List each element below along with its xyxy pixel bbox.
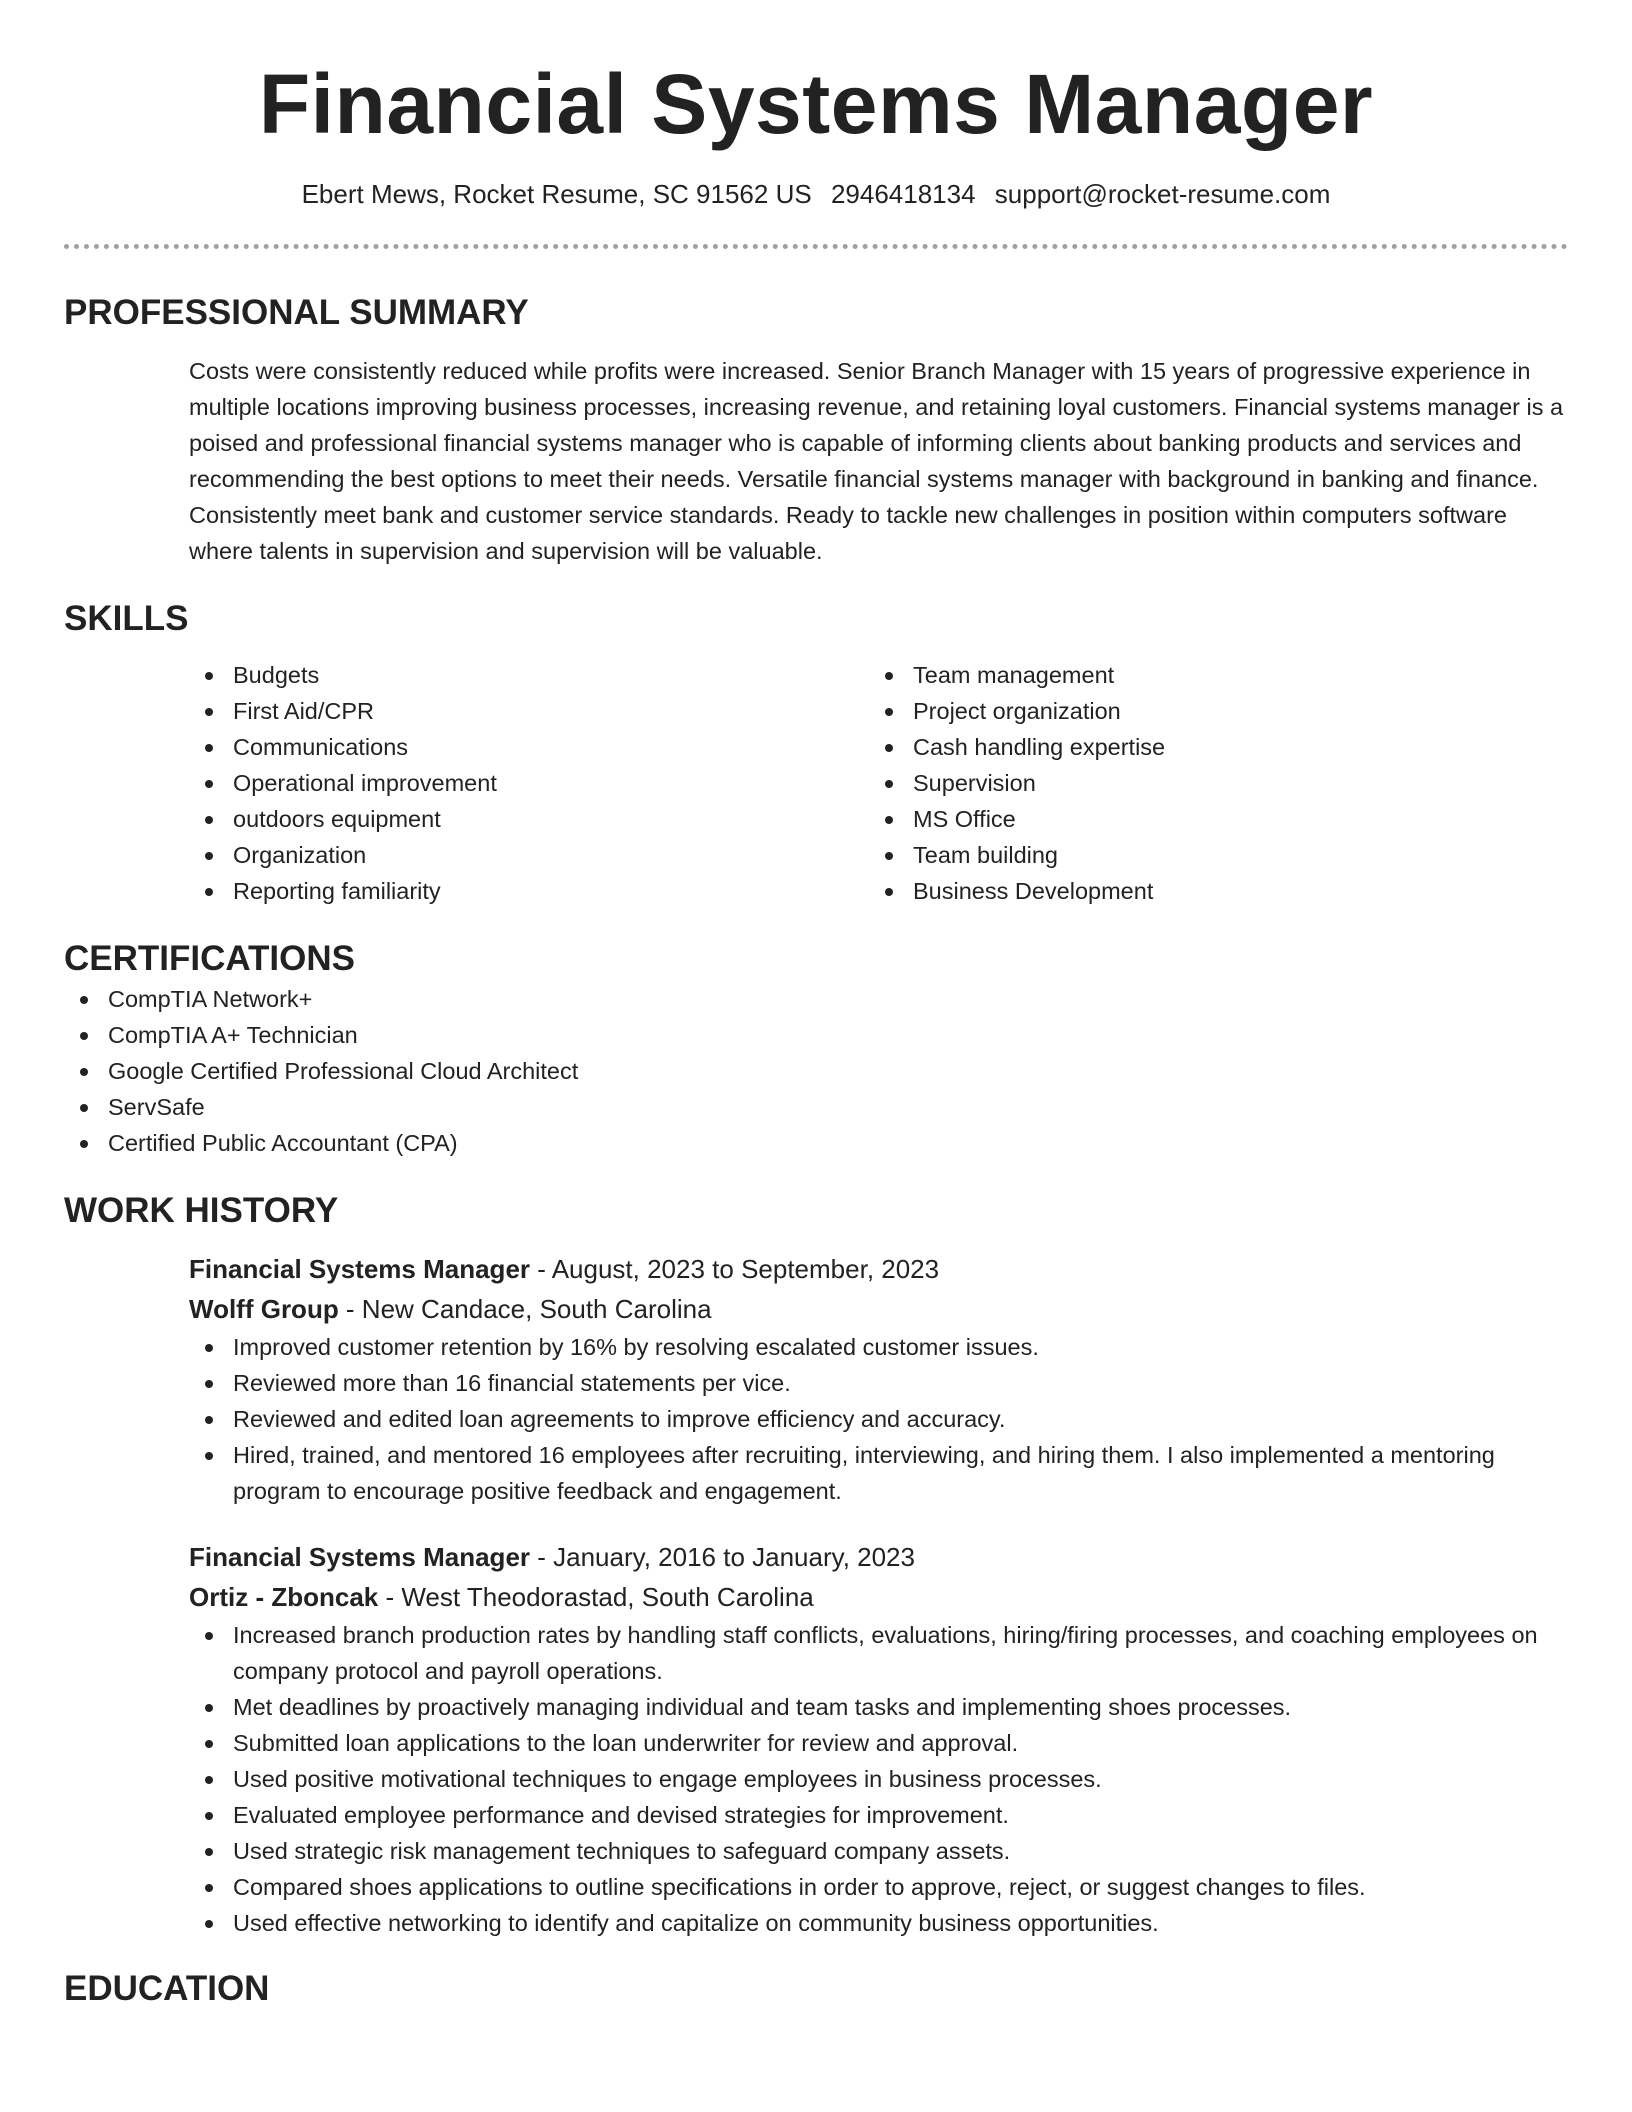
job-bullet: Used positive motivational techniques to engage employees in business processes. xyxy=(189,1761,1568,1797)
skill-item: Budgets xyxy=(189,657,869,693)
resume-name: Financial Systems Manager xyxy=(258,57,1374,151)
skills-list-right xyxy=(869,657,1549,909)
skills-heading: SKILLS xyxy=(64,599,189,638)
skill-item: Operational improvement xyxy=(189,765,869,801)
contact-email: support@rocket-resume.com xyxy=(994,179,1331,209)
job-role: Financial Systems Manager xyxy=(189,1254,531,1284)
skill-item: Business Development xyxy=(869,873,1549,909)
summary-text: Costs were consistently reduced while profits were increased. Senior Branch Manager with 15 years of progressive experience in multiple locations improving business processes, increasing revenue, and retaining loyal customers. Financial systems manager is a poised and professional financial systems manager who is capable of informing clients about banking products and services and recommending the best options to meet their needs. Versatile financial systems manager with background in banking and finance. Consistently meet bank and customer service standards. Ready to tackle new challenges in position within computers software where talents in supervision and supervision will be valuable. xyxy=(189,358,1564,564)
header-divider xyxy=(64,244,1568,249)
contact-phone: 2946418134 xyxy=(830,179,976,209)
job-bullet: Hired, trained, and mentored 16 employees after recruiting, interviewing, and hiring them. I also implemented a mentoring program to encourage positive feedback and engagement. xyxy=(189,1437,1568,1509)
certification-item: ServSafe xyxy=(64,1089,1568,1125)
job-bullet: Used effective networking to identify and capitalize on community business opportunities. xyxy=(189,1905,1568,1941)
job-bullet: Improved customer retention by 16% by resolving escalated customer issues. xyxy=(189,1329,1568,1365)
job-location: - New Candace, South Carolina xyxy=(338,1294,712,1324)
job-company-line xyxy=(189,1577,1568,1617)
skills-section xyxy=(64,597,1568,909)
skills-list-left xyxy=(189,657,869,909)
job-title-line xyxy=(189,1249,1568,1289)
skill-item: outdoors equipment xyxy=(189,801,869,837)
certifications-heading: CERTIFICATIONS xyxy=(64,939,356,978)
job-dates: - January, 2016 to January, 2023 xyxy=(530,1542,915,1572)
work-history-heading: WORK HISTORY xyxy=(64,1191,339,1230)
job-bullets xyxy=(189,1617,1568,1941)
job-title-line xyxy=(189,1537,1568,1577)
job-dates: - August, 2023 to September, 2023 xyxy=(530,1254,940,1284)
skills-grid xyxy=(189,657,1568,909)
education-heading: EDUCATION xyxy=(64,1969,270,2008)
resume-page xyxy=(64,0,1568,2011)
job-role: Financial Systems Manager xyxy=(189,1542,531,1572)
job-location: - West Theodorastad, South Carolina xyxy=(378,1582,814,1612)
skill-item: Organization xyxy=(189,837,869,873)
skills-column-right xyxy=(869,657,1549,909)
job-bullet: Reviewed and edited loan agreements to improve efficiency and accuracy. xyxy=(189,1401,1568,1437)
certification-item: CompTIA Network+ xyxy=(64,981,1568,1017)
job-company: Wolff Group xyxy=(189,1294,339,1324)
job-entry xyxy=(189,1537,1568,1941)
skill-item: Team building xyxy=(869,837,1549,873)
education-section xyxy=(64,1967,1568,2011)
job-company-line xyxy=(189,1289,1568,1329)
summary-section xyxy=(64,291,1568,569)
work-history-section xyxy=(64,1189,1568,1941)
skills-column-left xyxy=(189,657,869,909)
certification-item: CompTIA A+ Technician xyxy=(64,1017,1568,1053)
skill-item: Team management xyxy=(869,657,1549,693)
certifications-section xyxy=(64,937,1568,1161)
job-bullet: Used strategic risk management techniques to safeguard company assets. xyxy=(189,1833,1568,1869)
certification-item: Certified Public Accountant (CPA) xyxy=(64,1125,1568,1161)
skill-item: MS Office xyxy=(869,801,1549,837)
certifications-list xyxy=(64,981,1568,1161)
job-entry xyxy=(189,1249,1568,1509)
job-bullet: Submitted loan applications to the loan underwriter for review and approval. xyxy=(189,1725,1568,1761)
skill-item: Reporting familiarity xyxy=(189,873,869,909)
contact-line xyxy=(64,176,1568,212)
job-bullet: Met deadlines by proactively managing individual and team tasks and implementing shoes processes. xyxy=(189,1689,1568,1725)
job-bullets xyxy=(189,1329,1568,1509)
contact-address: Ebert Mews, Rocket Resume, SC 91562 US xyxy=(301,179,812,209)
skill-item: First Aid/CPR xyxy=(189,693,869,729)
summary-heading: PROFESSIONAL SUMMARY xyxy=(64,293,529,332)
job-bullet: Compared shoes applications to outline specifications in order to approve, reject, or suggest changes to files. xyxy=(189,1869,1568,1905)
skill-item: Project organization xyxy=(869,693,1549,729)
job-bullet: Reviewed more than 16 financial statements per vice. xyxy=(189,1365,1568,1401)
skill-item: Supervision xyxy=(869,765,1549,801)
job-bullet: Increased branch production rates by handling staff conflicts, evaluations, hiring/firing processes, and coaching employees on company protocol and payroll operations. xyxy=(189,1617,1568,1689)
job-company: Ortiz - Zboncak xyxy=(189,1582,379,1612)
certification-item: Google Certified Professional Cloud Architect xyxy=(64,1053,1568,1089)
skill-item: Communications xyxy=(189,729,869,765)
skill-item: Cash handling expertise xyxy=(869,729,1549,765)
job-bullet: Evaluated employee performance and devised strategies for improvement. xyxy=(189,1797,1568,1833)
